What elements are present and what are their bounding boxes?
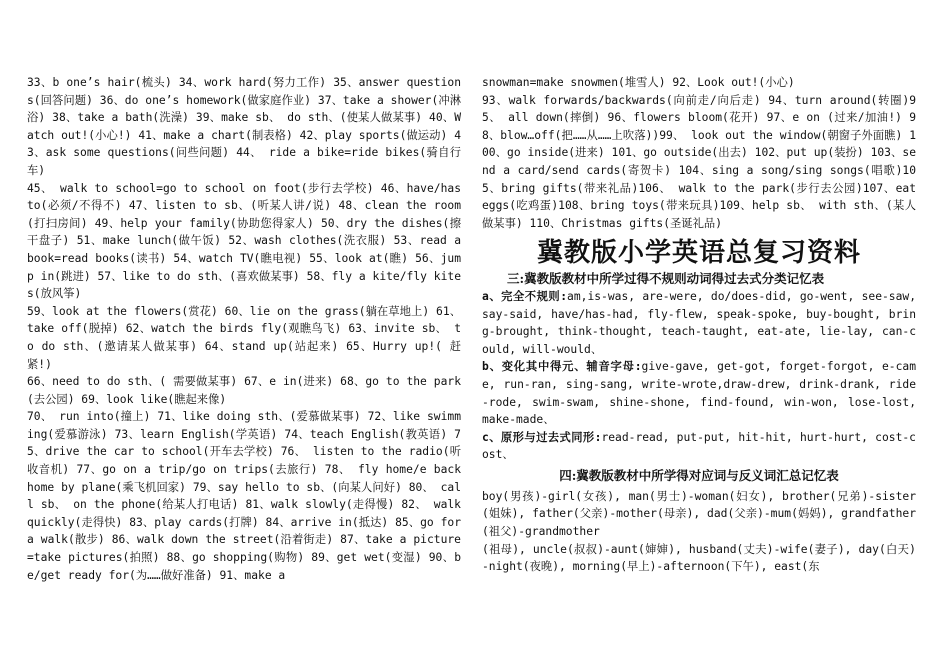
right-column xyxy=(482,74,916,576)
phrase-paragraph-6: snowman=make snowmen(堆雪人) 92、Look out!(小心) xyxy=(482,76,795,89)
phrase-paragraph-1: 33、b one’s hair(梳头) 34、work hard(努力工作) 35、answer questions(回答问题) 36、do one’s homework(做家庭作业) 37、take a shower(冲淋浴) 38、take a bath(洗澡) 39、make sb、 do sth、(使某人做某事) 40、Watch out!(小心!) 41、make a chart(制表格) 42、play sports(做运动) 43、ask some questions(问些问题) 44、 ride a bike=ride bikes(骑自行车) xyxy=(27,76,461,177)
section3-title: 三:冀教版教材中所学过得不规则动词得过去式分类记忆表 xyxy=(507,271,825,287)
section4-title: 四:冀教版教材中所学得对应词与反义词汇总记忆表 xyxy=(559,467,839,483)
left-column xyxy=(27,74,461,584)
phrase-paragraph-3: 59、look at the flowers(赏花) 60、lie on the grass(躺在草地上) 61、take off(脱掉) 62、watch the birds fly(观瞧鸟飞) 63、invite sb、 to do sth、(邀请某人做某事) 64、stand up(站起来) 65、Hurry up!( 赶紧!) xyxy=(27,304,461,371)
phrase-paragraph-2: 45、 walk to school=go to school on foot(步行去学校) 46、have/has to(必须/不得不) 47、listen to sb、(听某人讲/说) 48、clean the room(打扫房间) 49、help your family(协助您得家人) 50、dry the dishes(擦干盘子) 51、make lunch(做午饭) 52、wash clothes(洗衣服) 53、read a book=read books(读书) 54、watch TV(瞧电视) 55、look at(瞧) 56、jump in(跳进) 57、like to do sth、(喜欢做某事) 58、fly a kite/fly kites(放风筝) xyxy=(27,181,461,301)
section3-item-b-label: b、变化其中得元、辅音字母: xyxy=(482,360,642,374)
section3-item-c xyxy=(482,429,916,464)
section3-item-c-label: c、原形与过去式同形: xyxy=(482,430,602,444)
section4-paragraph-1: boy(男孩)-girl(女孩), man(男士)-woman(妇女), brother(兄弟)-sister(姐妹), father(父亲)-mother(母亲), dad(父亲)-mum(妈妈), grandfather(祖父)-grandmother xyxy=(482,489,916,539)
phrase-paragraph-7: 93、walk forwards/backwards(向前走/向后走) 94、turn around(转圈)95、 all down(摔倒) 96、flowers bloom(花开) 97、e on (过来/加油!) 98、blow…off(把……从……上吹落))99、 look out the window(朝窗子外面瞧) 100、go inside(进来) 101、go outside(出去) 102、put up(装扮) 103、send a card/send cards(寄贺卡) 104、sing a song/sing songs(唱歌)105、bring gifts(带来礼品)106、 walk to the park(步行去公园)107、eat eggs(吃鸡蛋)108、bring toys(带来玩具)109、help sb、 with sth、(某人做某事) 110、Christmas gifts(圣诞礼品) xyxy=(482,93,916,230)
main-title: 冀教版小学英语总复习资料 xyxy=(536,238,861,269)
section3-item-c-text: read-read, put-put, hit-hit, hurt-hurt, cost-cost、 xyxy=(482,430,916,462)
section3-item-b-text: give-gave, get-got, forget-forgot, e-came, run-ran, sing-sang, write-wrote,draw-drew, drink-drank, ride-rode, swim-swam, shine-shone, find-found, win-won, lose-lost, make-made、 xyxy=(482,360,916,427)
section3-item-a-text: am,is-was, are-were, do/does-did, go-went, see-saw, say-said, have/has-had, fly-flew, speak-spoke, buy-bought, bring-brought, think-thought, teach-taught, eat-ate, lie-lay, can-could, will-would、 xyxy=(482,289,916,356)
phrase-paragraph-5: 70、 run into(撞上) 71、like doing sth、(爱慕做某事) 72、like swimming(爱慕游泳) 73、learn English(学英语) 74、teach English(教英语) 75、drive the car to school(开车去学校) 76、 listen to the radio(听收音机) 77、go on a trip/go on trips(去旅行) 78、 fly home/e back home by plane(乘飞机回家) 79、say hello to sb、(向某人问好) 80、 call sb、 on the phone(给某人打电话) 81、walk slowly(走得慢) 82、 walk quickly(走得快) 83、play cards(打牌) 84、arrive in(抵达) 85、go for a walk(散步) 86、walk down the street(沿着街走) 87、take a picture=take pictures(拍照) 88、go shopping(购物) 89、get wet(变湿) 90、be/get ready for(为……做好准备) 91、make a xyxy=(27,410,461,582)
section3-item-b xyxy=(482,358,916,428)
section4-paragraph-2: (祖母), uncle(叔叔)-aunt(婶婶), husband(丈夫)-wife(妻子), day(白天)-night(夜晚), morning(早上)-afternoon(下午), east(东 xyxy=(482,542,916,574)
section3-item-a-label: a、完全不规则: xyxy=(482,289,568,303)
phrase-paragraph-4: 66、need to do sth、( 需要做某事) 67、e in(进来) 68、go to the park(去公园) 69、look like(瞧起来像) xyxy=(27,375,461,406)
section3-item-a xyxy=(482,288,916,358)
